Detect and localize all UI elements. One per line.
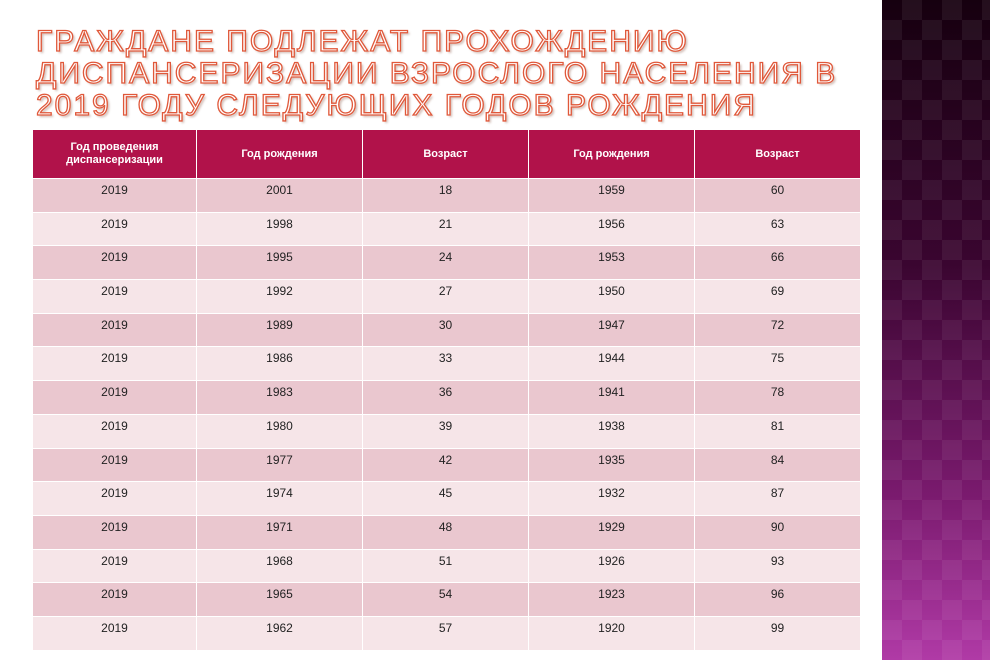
cell-birth-year-right: 1959 xyxy=(529,178,695,212)
cell-birth-year-left: 2001 xyxy=(197,178,363,212)
cell-age-left: 21 xyxy=(363,212,529,246)
cell-birth-year-left: 1980 xyxy=(197,414,363,448)
cell-exam-year: 2019 xyxy=(33,178,197,212)
cell-birth-year-left: 1968 xyxy=(197,549,363,583)
schedule-table xyxy=(33,130,860,650)
cell-exam-year: 2019 xyxy=(33,448,197,482)
cell-age-left: 24 xyxy=(363,245,529,279)
cell-age-left: 18 xyxy=(363,178,529,212)
table-row xyxy=(33,616,860,650)
cell-exam-year: 2019 xyxy=(33,380,197,414)
cell-exam-year: 2019 xyxy=(33,245,197,279)
cell-birth-year-right: 1932 xyxy=(529,481,695,515)
cell-age-right: 72 xyxy=(695,313,860,347)
cell-age-right: 69 xyxy=(695,279,860,313)
cell-age-right: 60 xyxy=(695,178,860,212)
slide-title: ГРАЖДАНЕ ПОДЛЕЖАТ ПРОХОЖДЕНИЮ ДИСПАНСЕРИЗАЦИИ ВЗРОСЛОГО НАСЕЛЕНИЯ В 2019 ГОДУ СЛЕДУЮЩИХ ГОДОВ РОЖДЕНИЯ xyxy=(36,25,838,122)
cell-birth-year-right: 1926 xyxy=(529,549,695,583)
table-header-row xyxy=(33,130,860,178)
table-row xyxy=(33,515,860,549)
schedule-table-container xyxy=(33,130,860,650)
header-age-left: Возраст xyxy=(363,130,529,178)
cell-exam-year: 2019 xyxy=(33,481,197,515)
cell-birth-year-left: 1971 xyxy=(197,515,363,549)
cell-exam-year: 2019 xyxy=(33,313,197,347)
decorative-side-panel xyxy=(882,0,990,660)
cell-birth-year-right: 1956 xyxy=(529,212,695,246)
cell-age-left: 45 xyxy=(363,481,529,515)
cell-birth-year-right: 1929 xyxy=(529,515,695,549)
table-row xyxy=(33,414,860,448)
table-body xyxy=(33,178,860,650)
cell-birth-year-right: 1944 xyxy=(529,346,695,380)
table-row xyxy=(33,178,860,212)
cell-birth-year-left: 1986 xyxy=(197,346,363,380)
cell-birth-year-left: 1977 xyxy=(197,448,363,482)
cell-birth-year-left: 1989 xyxy=(197,313,363,347)
cell-exam-year: 2019 xyxy=(33,515,197,549)
cell-age-left: 54 xyxy=(363,582,529,616)
cell-birth-year-right: 1923 xyxy=(529,582,695,616)
cell-age-right: 93 xyxy=(695,549,860,583)
cell-exam-year: 2019 xyxy=(33,616,197,650)
cell-birth-year-left: 1974 xyxy=(197,481,363,515)
cell-exam-year: 2019 xyxy=(33,549,197,583)
table-row xyxy=(33,212,860,246)
table-row xyxy=(33,582,860,616)
cell-exam-year: 2019 xyxy=(33,279,197,313)
table-row xyxy=(33,279,860,313)
table-row xyxy=(33,549,860,583)
cell-age-right: 66 xyxy=(695,245,860,279)
cell-birth-year-left: 1983 xyxy=(197,380,363,414)
header-birth-year-left: Год рождения xyxy=(197,130,363,178)
cell-age-right: 99 xyxy=(695,616,860,650)
cell-birth-year-left: 1965 xyxy=(197,582,363,616)
cell-birth-year-right: 1941 xyxy=(529,380,695,414)
cell-age-left: 39 xyxy=(363,414,529,448)
cell-birth-year-left: 1998 xyxy=(197,212,363,246)
cell-age-right: 78 xyxy=(695,380,860,414)
cell-age-right: 63 xyxy=(695,212,860,246)
cell-age-left: 42 xyxy=(363,448,529,482)
header-exam-year: Год проведения диспансеризации xyxy=(33,130,197,178)
table-row xyxy=(33,448,860,482)
cell-age-left: 27 xyxy=(363,279,529,313)
cell-age-left: 48 xyxy=(363,515,529,549)
table-row xyxy=(33,245,860,279)
cell-age-right: 84 xyxy=(695,448,860,482)
cell-age-left: 51 xyxy=(363,549,529,583)
cell-age-right: 75 xyxy=(695,346,860,380)
header-age-right: Возраст xyxy=(695,130,860,178)
table-row xyxy=(33,380,860,414)
cell-exam-year: 2019 xyxy=(33,346,197,380)
cell-age-right: 87 xyxy=(695,481,860,515)
cell-exam-year: 2019 xyxy=(33,582,197,616)
cell-birth-year-right: 1938 xyxy=(529,414,695,448)
cell-birth-year-right: 1920 xyxy=(529,616,695,650)
cell-age-right: 90 xyxy=(695,515,860,549)
cell-birth-year-right: 1953 xyxy=(529,245,695,279)
cell-birth-year-left: 1992 xyxy=(197,279,363,313)
cell-birth-year-right: 1950 xyxy=(529,279,695,313)
cell-birth-year-left: 1962 xyxy=(197,616,363,650)
cell-age-left: 30 xyxy=(363,313,529,347)
cell-age-left: 33 xyxy=(363,346,529,380)
cell-birth-year-left: 1995 xyxy=(197,245,363,279)
cell-birth-year-right: 1935 xyxy=(529,448,695,482)
cell-birth-year-right: 1947 xyxy=(529,313,695,347)
cell-age-left: 36 xyxy=(363,380,529,414)
table-row xyxy=(33,346,860,380)
table-row xyxy=(33,481,860,515)
cell-exam-year: 2019 xyxy=(33,212,197,246)
cell-age-right: 96 xyxy=(695,582,860,616)
cell-age-left: 57 xyxy=(363,616,529,650)
cell-age-right: 81 xyxy=(695,414,860,448)
cell-exam-year: 2019 xyxy=(33,414,197,448)
table-row xyxy=(33,313,860,347)
header-birth-year-right: Год рождения xyxy=(529,130,695,178)
